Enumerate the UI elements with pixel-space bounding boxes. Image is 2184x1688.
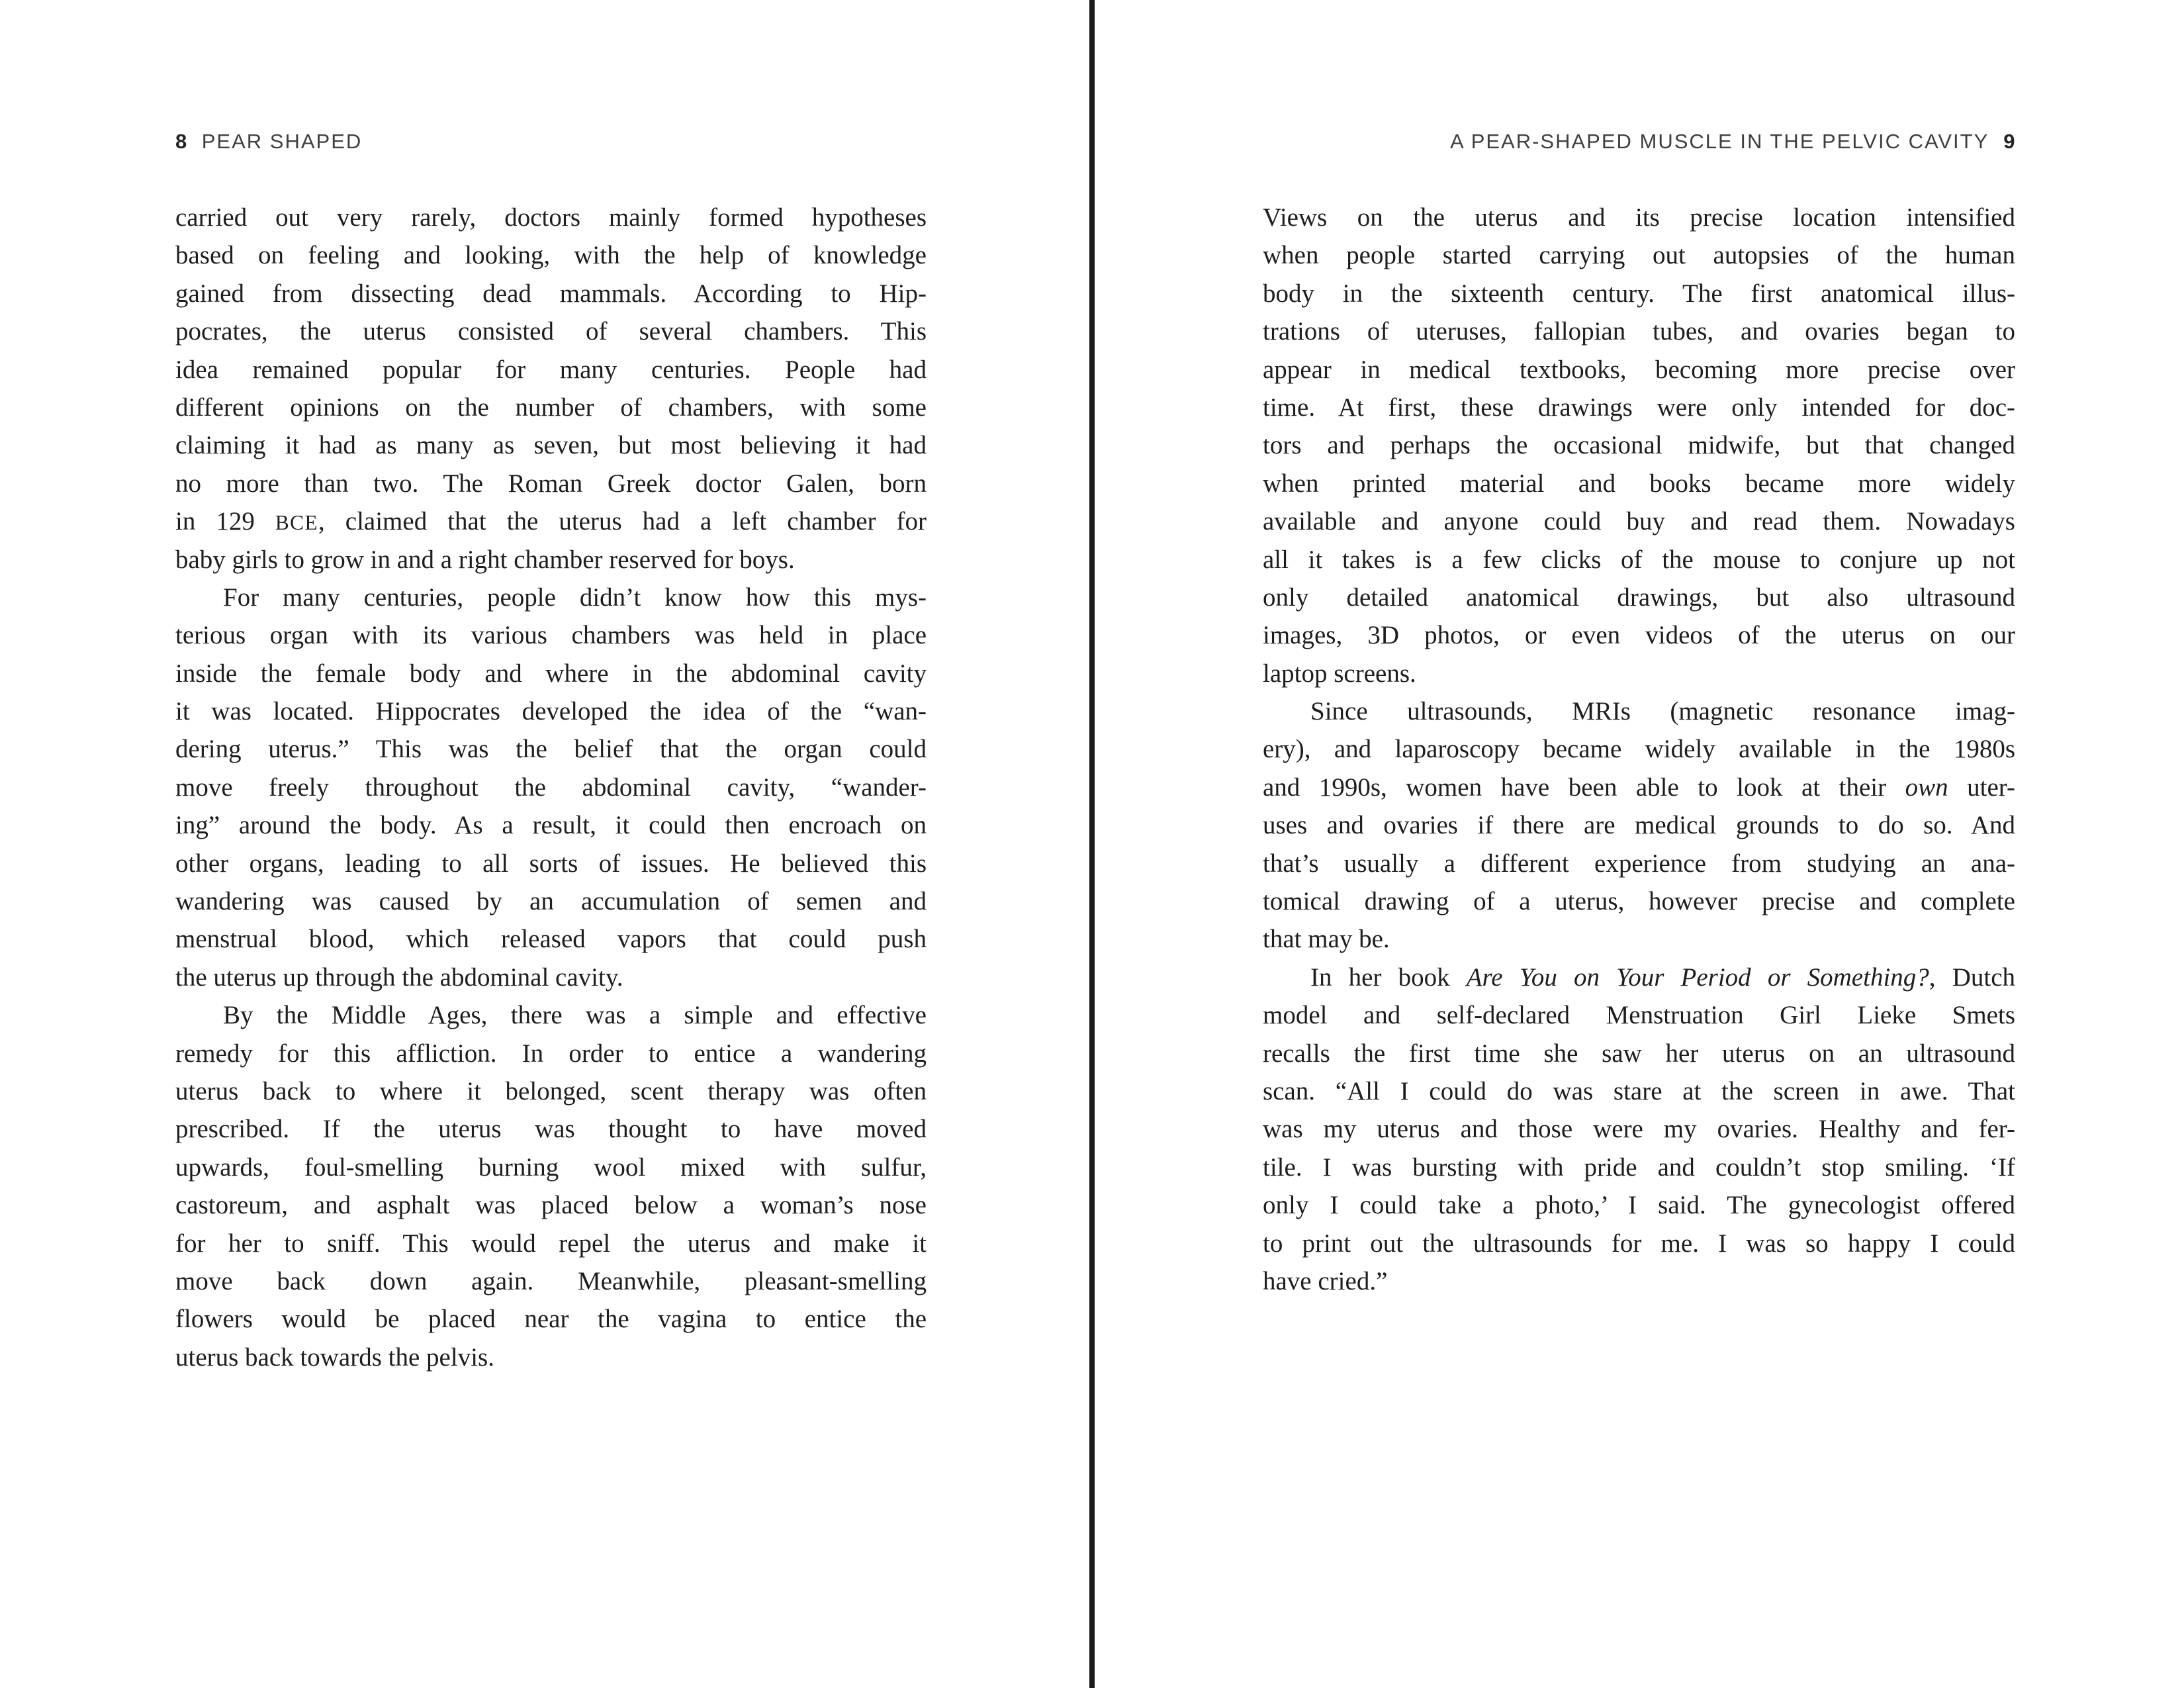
- text-line: move freely throughout the abdominal cavity, “wander-: [175, 773, 927, 802]
- spine-divider: [1089, 0, 1095, 1688]
- text-line: time. At first, these drawings were only intended for doc-: [1263, 393, 2015, 422]
- text-line: ery), and laparoscopy became widely available in the 1980s: [1263, 735, 2015, 764]
- text-line: prescribed. If the uterus was thought to have moved: [175, 1115, 927, 1144]
- text-line: images, 3D photos, or even videos of the uterus on our: [1263, 621, 2015, 650]
- text-line: tors and perhaps the occasional midwife, but that changed: [1263, 431, 2015, 460]
- page-left-text-block: [175, 199, 927, 1376]
- text-line: for her to sniff. This would repel the uterus and make it: [175, 1229, 927, 1258]
- text-line: in 129 BCE, claimed that the uterus had a left chamber for: [175, 507, 927, 536]
- text-line: to print out the ultrasounds for me. I was so happy I could: [1263, 1229, 2015, 1258]
- text-line: body in the sixteenth century. The first anatomical illus-: [1263, 279, 2015, 308]
- text-line: uterus back to where it belonged, scent therapy was often: [175, 1076, 927, 1105]
- text-line: carried out very rarely, doctors mainly formed hypotheses: [175, 203, 927, 232]
- text-line: move back down again. Meanwhile, pleasant-smelling: [175, 1266, 927, 1295]
- text-line: laptop screens.: [1263, 659, 1416, 688]
- text-line: terious organ with its various chambers was held in place: [175, 621, 927, 650]
- text-line: tile. I was bursting with pride and couldn’t stop smiling. ‘If: [1263, 1152, 2015, 1182]
- text-line: different opinions on the number of chambers, with some: [175, 393, 927, 422]
- text-line: For many centuries, people didn’t know how this mys-: [223, 583, 927, 612]
- text-line: uses and ovaries if there are medical grounds to do so. And: [1263, 811, 2015, 840]
- text-line: when people started carrying out autopsies of the human: [1263, 241, 2015, 270]
- text-line: baby girls to grow in and a right chamber reserved for boys.: [175, 545, 795, 574]
- text-line: based on feeling and looking, with the help of knowledge: [175, 241, 927, 270]
- text-line: trations of uteruses, fallopian tubes, and ovaries began to: [1263, 317, 2015, 346]
- page-number-right: 9: [2003, 130, 2015, 153]
- page-left-header: [175, 130, 362, 154]
- page-right: [1095, 0, 2184, 1688]
- text-line: and 1990s, women have been able to look at their own uter-: [1263, 773, 2016, 802]
- text-line: available and anyone could buy and read them. Nowadays: [1263, 507, 2015, 536]
- text-line: remedy for this affliction. In order to entice a wandering: [175, 1039, 927, 1068]
- text-line: gained from dissecting dead mammals. According to Hip-: [175, 279, 927, 308]
- text-line: recalls the first time she saw her uterus on an ultrasound: [1263, 1039, 2015, 1068]
- text-line: was my uterus and those were my ovaries. Healthy and fer-: [1263, 1115, 2015, 1144]
- text-line: appear in medical textbooks, becoming more precise over: [1263, 355, 2015, 384]
- text-line: that may be.: [1263, 925, 1390, 954]
- text-line: only detailed anatomical drawings, but also ultrasound: [1263, 583, 2015, 612]
- text-line: when printed material and books became more widely: [1263, 469, 2015, 498]
- text-line: uterus back towards the pelvis.: [175, 1342, 494, 1372]
- text-line: upwards, foul-smelling burning wool mixed with sulfur,: [175, 1152, 927, 1182]
- text-line: menstrual blood, which released vapors that could push: [175, 925, 927, 954]
- text-line: Views on the uterus and its precise location intensified: [1263, 203, 2015, 232]
- page-right-header: [1450, 130, 2015, 154]
- text-line: claiming it had as many as seven, but most believing it had: [175, 431, 927, 460]
- text-line: ing” around the body. As a result, it could then encroach on: [175, 811, 927, 840]
- text-line: pocrates, the uterus consisted of several chambers. This: [175, 317, 927, 346]
- text-line: idea remained popular for many centuries. People had: [175, 355, 927, 384]
- text-line: the uterus up through the abdominal cavity.: [175, 962, 623, 992]
- text-line: dering uterus.” This was the belief that the organ could: [175, 735, 927, 764]
- text-line: that’s usually a different experience from studying an ana-: [1263, 849, 2015, 878]
- text-line: By the Middle Ages, there was a simple and effective: [223, 1001, 927, 1030]
- text-line: all it takes is a few clicks of the mouse to conjure up not: [1263, 545, 2015, 574]
- page-right-text-block: [1263, 199, 2015, 1300]
- text-line: inside the female body and where in the abdominal cavity: [175, 659, 927, 688]
- text-line: Since ultrasounds, MRIs (magnetic resonance imag-: [1310, 697, 2015, 726]
- page-left: [0, 0, 1089, 1688]
- text-line: no more than two. The Roman Greek doctor Galen, born: [175, 469, 927, 498]
- text-line: model and self-declared Menstruation Girl Lieke Smets: [1263, 1001, 2015, 1030]
- text-line: flowers would be placed near the vagina to entice the: [175, 1305, 927, 1334]
- page-number-left: 8: [175, 130, 187, 153]
- text-line: it was located. Hippocrates developed the idea of the “wan-: [175, 697, 927, 726]
- running-head-left: PEAR SHAPED: [201, 130, 363, 153]
- text-line: castoreum, and asphalt was placed below a woman’s nose: [175, 1191, 927, 1220]
- text-line: In her book Are You on Your Period or Something?, Dutch: [1310, 962, 2015, 992]
- text-line: scan. “All I could do was stare at the screen in awe. That: [1263, 1076, 2015, 1105]
- text-line: only I could take a photo,’ I said. The gynecologist offered: [1263, 1191, 2015, 1220]
- text-line: tomical drawing of a uterus, however precise and complete: [1263, 887, 2015, 916]
- text-line: other organs, leading to all sorts of issues. He believed this: [175, 849, 927, 878]
- running-head-right: A PEAR-SHAPED MUSCLE IN THE PELVIC CAVITY: [1450, 130, 1989, 153]
- text-line: have cried.”: [1263, 1266, 1388, 1295]
- text-line: wandering was caused by an accumulation of semen and: [175, 887, 927, 916]
